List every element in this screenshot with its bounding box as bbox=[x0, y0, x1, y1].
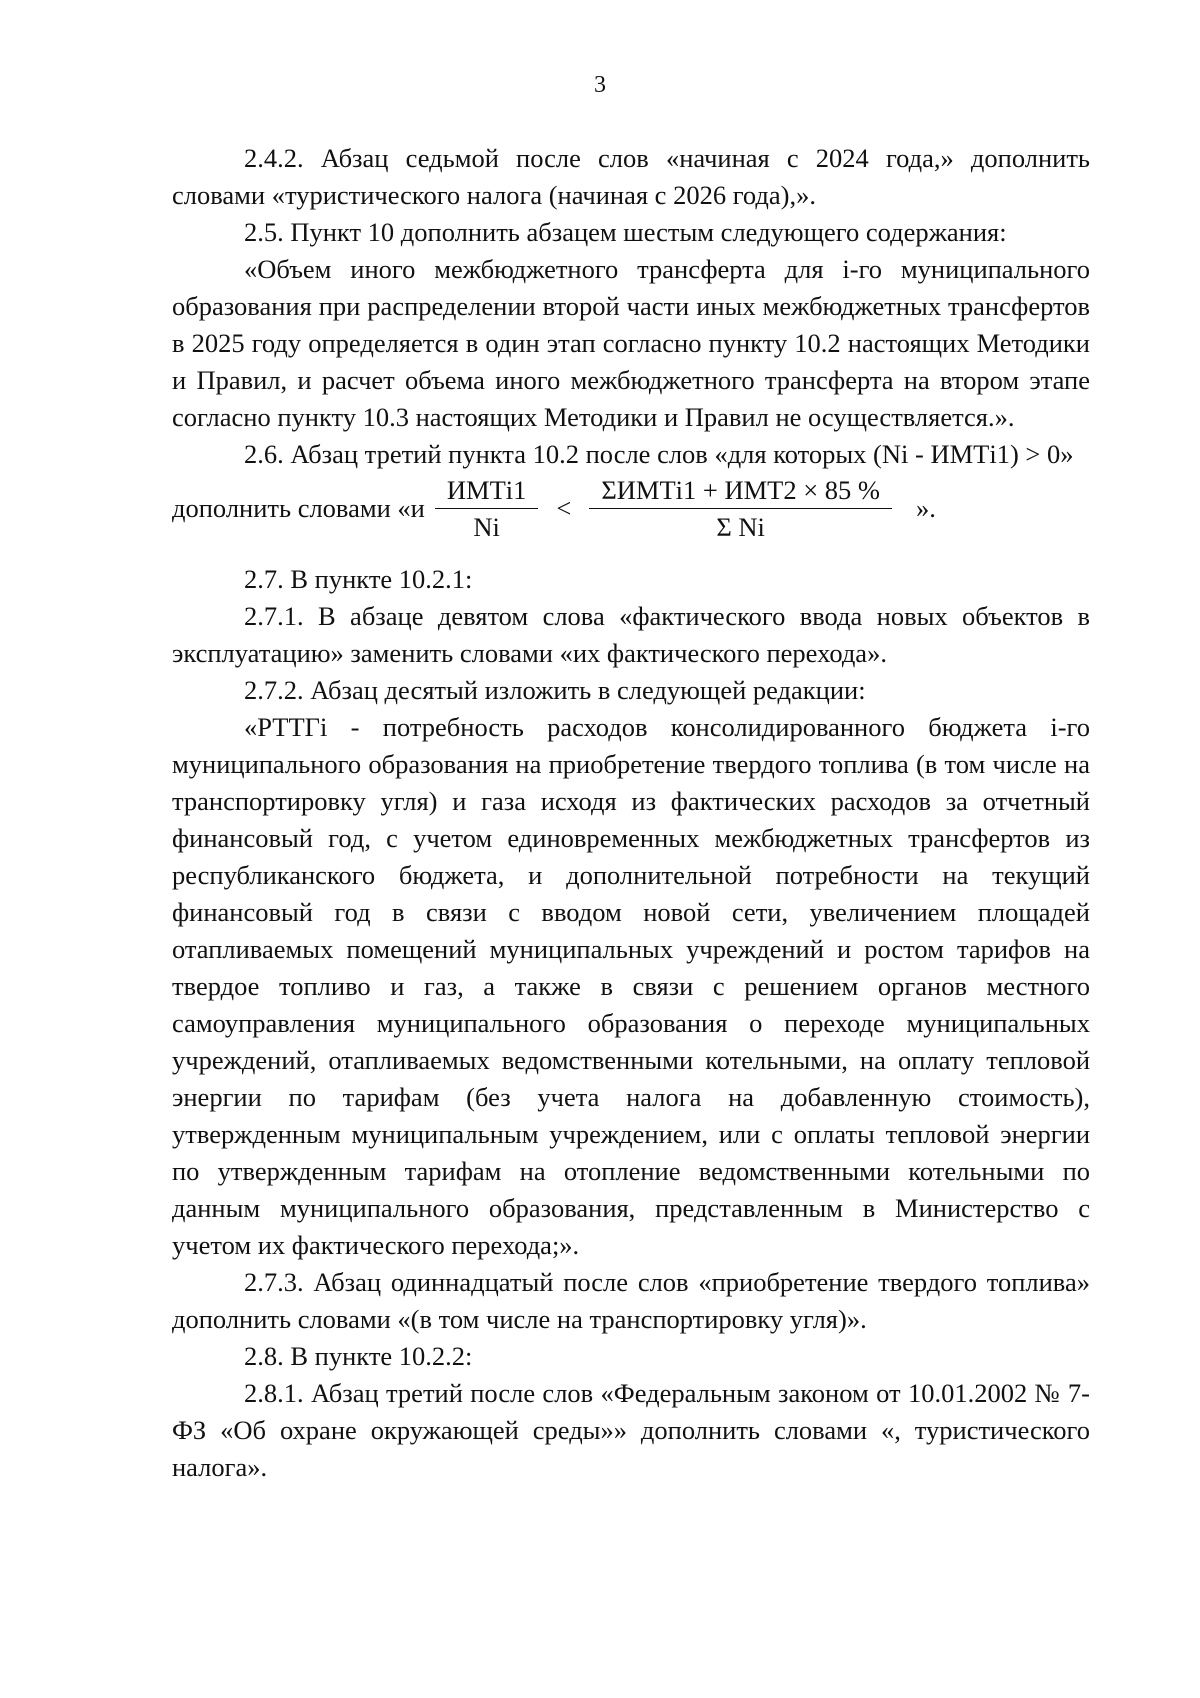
paragraph-2-7: 2.7. В пункте 10.2.1: bbox=[244, 564, 473, 594]
paragraph-2-6: 2.6. Абзац третий пункта 10.2 после слов «для которых (Ni - ИМТi1) > 0» bbox=[244, 439, 1074, 469]
paragraph-2-7-2: 2.7.2. Абзац десятый изложить в следующей редакции: bbox=[244, 675, 866, 705]
formula-right-fraction bbox=[589, 474, 892, 543]
paragraph-2-5-quote: «Объем иного межбюджетного трансферта для i-го муниципального образования при распределении второй части иных межбюджетных трансфертов в 2025 году определяется в один этап согласно пункту 10.2 настоящих Методики и Правил, и расчет объема иного межбюджетного трансферта на втором этапе согласно пункту 10.3 настоящих Методики и Правил не осуществляется.». bbox=[172, 254, 1090, 432]
formula-right-numerator: ΣИМТi1 + ИМТ2 × 85 % bbox=[589, 474, 892, 509]
paragraph-2-7-1: 2.7.1. В абзаце девятом слова «фактического ввода новых объектов в эксплуатацию» заменить словами «их фактического перехода». bbox=[172, 601, 1090, 668]
document-body bbox=[172, 140, 1090, 1486]
page-number: 3 bbox=[594, 72, 606, 98]
paragraph-2-7-3: 2.7.3. Абзац одиннадцатый после слов «приобретение твердого топлива» дополнить словами «(в том числе на транспортировку угля)». bbox=[172, 1267, 1090, 1334]
paragraph-2-7-2-quote: «РТТГi - потребность расходов консолидированного бюджета i-го муниципального образования на приобретение твердого топлива (в том числе на транспортировку угля) и газа исходя из фактических расходов за отчетный финансовый год, с учетом единовременных межбюджетных трансфертов из республиканского бюджета, и дополнительной потребности на текущий финансовый год в связи с вводом новой сети, увеличением площадей отапливаемых помещений муниципальных учреждений и ростом тарифов на твердое топливо и газ, а также в связи с решением органов местного самоуправления муниципального образования о переходе муниципальных учреждений, отапливаемых ведомственными котельными, на оплату тепловой энергии по тарифам (без учета налога на добавленную стоимость), утвержденным муниципальным учреждением, или с оплаты тепловой энергии по утвержденным тарифам на отопление ведомственными котельными по данным муниципального образования, представленным в Министерство с учетом их фактического перехода;». bbox=[172, 712, 1090, 1260]
formula-left-denominator: Ni bbox=[473, 511, 500, 542]
formula-line bbox=[172, 473, 1090, 543]
formula-right-denominator: Σ Ni bbox=[716, 511, 765, 542]
paragraph-2-4-2: 2.4.2. Абзац седьмой после слов «начиная с 2024 года,» дополнить словами «туристического налога (начиная с 2026 года),». bbox=[172, 143, 1090, 210]
paragraph-2-8-1: 2.8.1. Абзац третий после слов «Федеральным законом от 10.01.2002 № 7-ФЗ «Об охране окружающей среды»» дополнить словами «, туристического налога». bbox=[172, 1378, 1090, 1482]
paragraph-2-8: 2.8. В пункте 10.2.2: bbox=[244, 1341, 473, 1371]
formula-left-numerator: ИМТi1 bbox=[435, 474, 539, 509]
formula-trail-text: ». bbox=[915, 492, 936, 523]
formula-operator: < bbox=[556, 492, 572, 523]
formula-lead-text: дополнить словами «и bbox=[172, 492, 425, 523]
formula-left-fraction bbox=[435, 474, 539, 543]
paragraph-2-5: 2.5. Пункт 10 дополнить абзацем шестым следующего содержания: bbox=[244, 217, 1007, 247]
